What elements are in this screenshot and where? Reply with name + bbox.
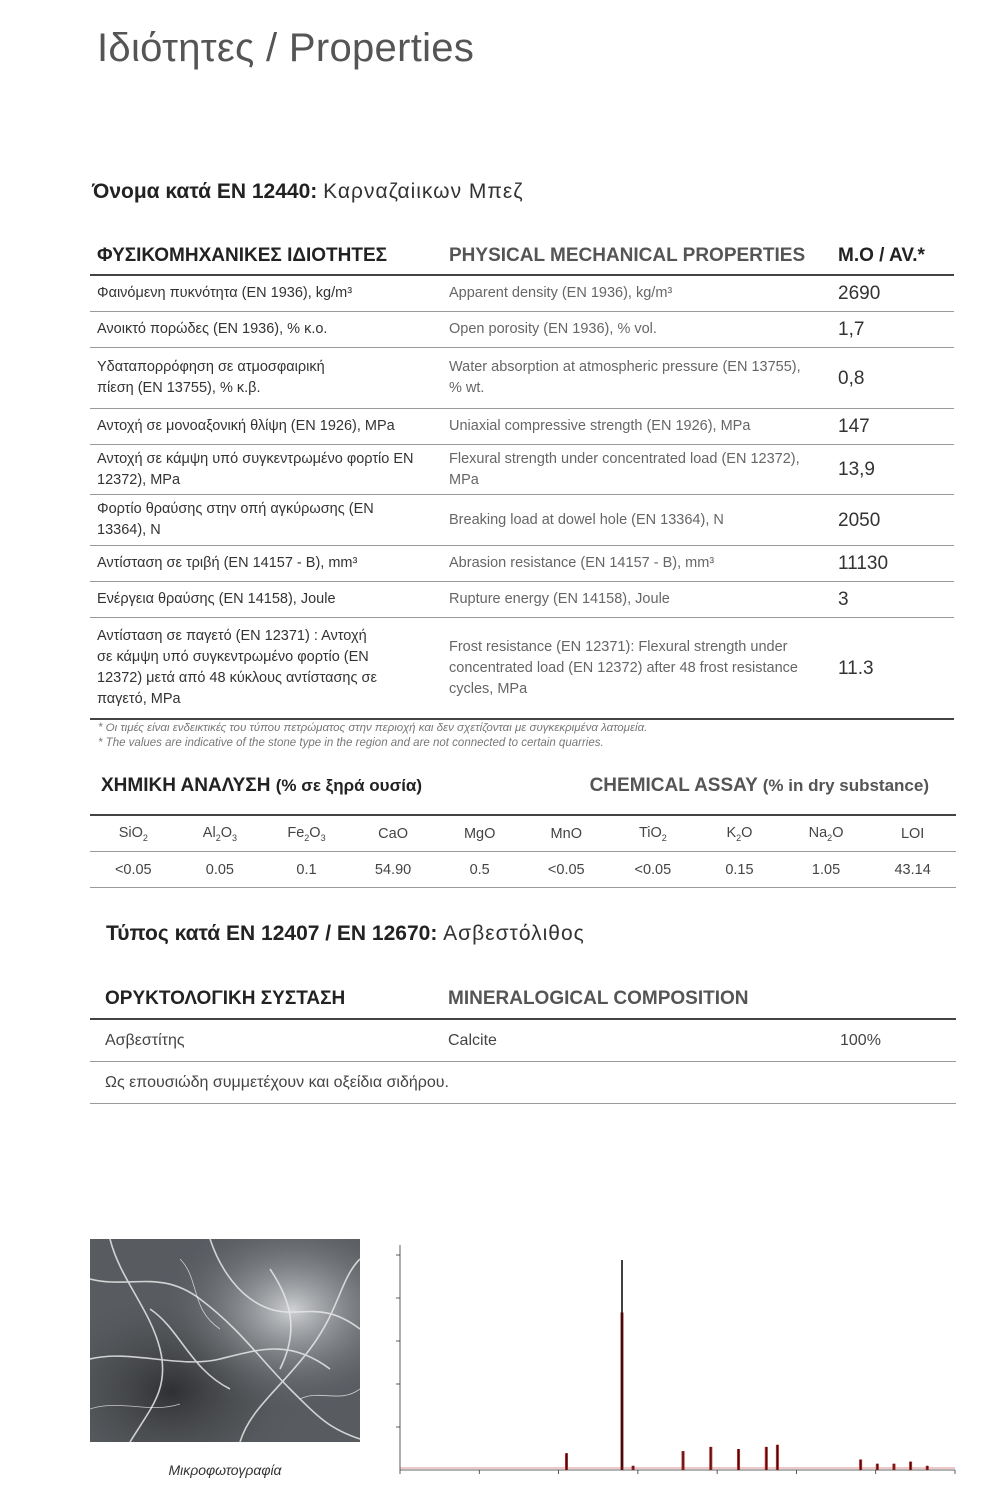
chem-col-value: <0.05 <box>114 861 152 878</box>
row-gr: Ανοικτό πορώδες (EN 1936), % κ.ο. <box>97 321 328 337</box>
footnotes <box>90 720 954 751</box>
chem-col-header: CaO <box>378 825 408 842</box>
chemical-table <box>90 814 956 888</box>
chemical-value-row <box>90 852 956 888</box>
chem-col-header: $Fe_2O_3$ <box>287 824 326 843</box>
mineral-header <box>90 980 956 1020</box>
mineral-note: Ως επουσιώδη συμμετέχουν και οξείδια σιδήρου. <box>90 1062 956 1104</box>
row-value: 3 <box>838 589 849 610</box>
axis-ticks <box>396 1255 955 1474</box>
table-row <box>90 409 954 445</box>
table-row <box>90 582 954 618</box>
row-gr: Υδαταπορρόφηση σε ατμοσφαιρική πίεση (EN 13755), % κ.β. <box>97 359 325 396</box>
chemical-title-english: CHEMICAL ASSAY (% in dry substance) <box>589 775 929 796</box>
chem-col-value: 1.05 <box>811 861 841 878</box>
header-english: PHYSICAL MECHANICAL PROPERTIES <box>449 245 806 266</box>
chem-col-header: MgO <box>463 825 496 842</box>
chem-col-value: 0.5 <box>469 861 490 878</box>
mineral-en: Calcite <box>448 1031 497 1049</box>
chem-col-value: 54.90 <box>374 861 412 878</box>
row-gr: Φαινόμενη πυκνότητα (EN 1936), kg/m³ <box>97 285 353 301</box>
chem-col-value: 43.14 <box>894 861 931 878</box>
properties-table <box>90 238 954 751</box>
table-row <box>90 495 954 546</box>
table-row <box>90 312 954 348</box>
chem-col-header: SiO$_2$ <box>118 824 148 843</box>
table-row <box>90 1020 956 1062</box>
chemical-title-greek: ΧΗΜΙΚΗ ΑΝΑΛΥΣΗ (% σε ξηρά ουσία) <box>101 775 423 796</box>
type-value: Ασβεστόλιθος <box>443 922 585 945</box>
chem-col-header: TiO$_2$ <box>638 824 667 843</box>
row-value: 1,7 <box>838 319 865 340</box>
row-en: Abrasion resistance (EN 14157 - B), mm³ <box>449 555 715 571</box>
en-name-label: Όνομα κατά EN 12440: <box>92 180 318 203</box>
properties-header <box>90 238 954 276</box>
chemical-header-row <box>90 816 956 852</box>
type-label: Τύπος κατά EN 12407 / EN 12670: <box>106 922 438 945</box>
footnote-english: * The values are indicative of the stone type in the region and are not connected to certain quarries. <box>98 737 604 749</box>
header-greek: ΦΥΣΙΚΟΜΗΧΑΝΙΚΕΣ ΙΔΙΟΤΗΤΕΣ <box>97 245 388 266</box>
row-en: Uniaxial compressive strength (EN 1926), MPa <box>449 418 751 434</box>
row-value: 2050 <box>838 509 881 531</box>
mineral-header-english: MINERALOGICAL COMPOSITION <box>448 988 749 1009</box>
peaks <box>400 1260 955 1470</box>
row-en: Apparent density (EN 1936), kg/m³ <box>449 285 673 301</box>
type-line <box>106 922 585 946</box>
microphotograph <box>90 1239 360 1442</box>
row-value: 2690 <box>838 283 881 304</box>
table-row <box>90 618 954 720</box>
mineral-value: 100% <box>840 1031 881 1049</box>
row-gr: Φορτίο θραύσης στην οπή αγκύρωσης (EN 13364), N <box>97 501 374 538</box>
row-value: 11130 <box>838 553 889 574</box>
chem-col-value: 0.15 <box>725 861 754 878</box>
chem-col-value: 0.05 <box>205 861 234 878</box>
table-row <box>90 276 954 312</box>
row-gr: Αντίσταση σε παγετό (EN 12371) : Αντοχή σε κάμψη υπό συγκεντρωμένο φορτίο (EN 12372) μετά από 48 κύκλους αντίστασης σε παγετό, MPa <box>97 628 377 707</box>
row-en: Flexural strength under concentrated load (EN 12372), MPa <box>449 450 800 488</box>
chem-col-header: $Al_2O_3$ <box>202 824 237 843</box>
table-row <box>90 445 954 495</box>
row-en: Water absorption at atmospheric pressure (EN 13755), % wt. <box>449 359 801 396</box>
en-name-line <box>92 180 524 204</box>
row-value: 147 <box>838 416 870 437</box>
footnote-greek: * Οι τιμές είναι ενδεικτικές του τύπου πετρώματος στην περιοχή και δεν σχετίζονται με συγκεκριμένα λατομεία. <box>98 722 648 734</box>
row-gr: Ενέργεια θραύσης (EN 14158), Joule <box>97 591 336 607</box>
row-en: Breaking load at dowel hole (EN 13364), N <box>449 511 724 528</box>
page-title: Ιδιότητες / Properties <box>97 26 475 70</box>
mineral-table <box>90 980 956 1104</box>
micro-caption: Μικροφωτογραφία <box>168 1462 282 1478</box>
row-gr: Αντίσταση σε τριβή (EN 14157 - B), mm³ <box>97 555 358 571</box>
chem-col-header: $Na_2O$ <box>808 824 844 843</box>
xrd-chart <box>370 1245 970 1485</box>
row-gr: Αντοχή σε μονοαξονική θλίψη (EN 1926), MPa <box>97 418 395 434</box>
chem-col-header: LOI <box>900 825 925 842</box>
row-value: 11.3 <box>838 657 874 679</box>
row-en: Open porosity (EN 1936), % vol. <box>449 321 657 337</box>
mineral-gr: Ασβεστίτης <box>105 1031 185 1049</box>
chemical-heading <box>101 775 929 797</box>
chem-col-value: 0.1 <box>296 861 317 878</box>
header-average: M.O / AV.* <box>838 245 925 266</box>
table-row <box>90 546 954 582</box>
row-en: Rupture energy (EN 14158), Joule <box>449 591 670 607</box>
en-name-value: Καρναζαiικων Μπεζ <box>323 180 524 203</box>
row-value: 0,8 <box>838 367 865 389</box>
chem-col-header: $K_2O$ <box>726 824 753 843</box>
table-row <box>90 348 954 409</box>
chem-col-value: <0.05 <box>547 861 585 878</box>
chem-col-value: <0.05 <box>634 861 672 878</box>
row-value: 13,9 <box>838 459 875 480</box>
row-en: Frost resistance (EN 12371): Flexural strength under concentrated load (EN 12372) after 48 frost resistance cycles, MPa <box>449 638 798 697</box>
mineral-header-greek: ΟΡΥΚΤΟΛΟΓΙΚΗ ΣΥΣΤΑΣΗ <box>105 988 346 1009</box>
chem-col-header: MnO <box>550 825 582 842</box>
row-gr: Αντοχή σε κάμψη υπό συγκεντρωμένο φορτίο EN 12372), MPa <box>97 450 414 488</box>
